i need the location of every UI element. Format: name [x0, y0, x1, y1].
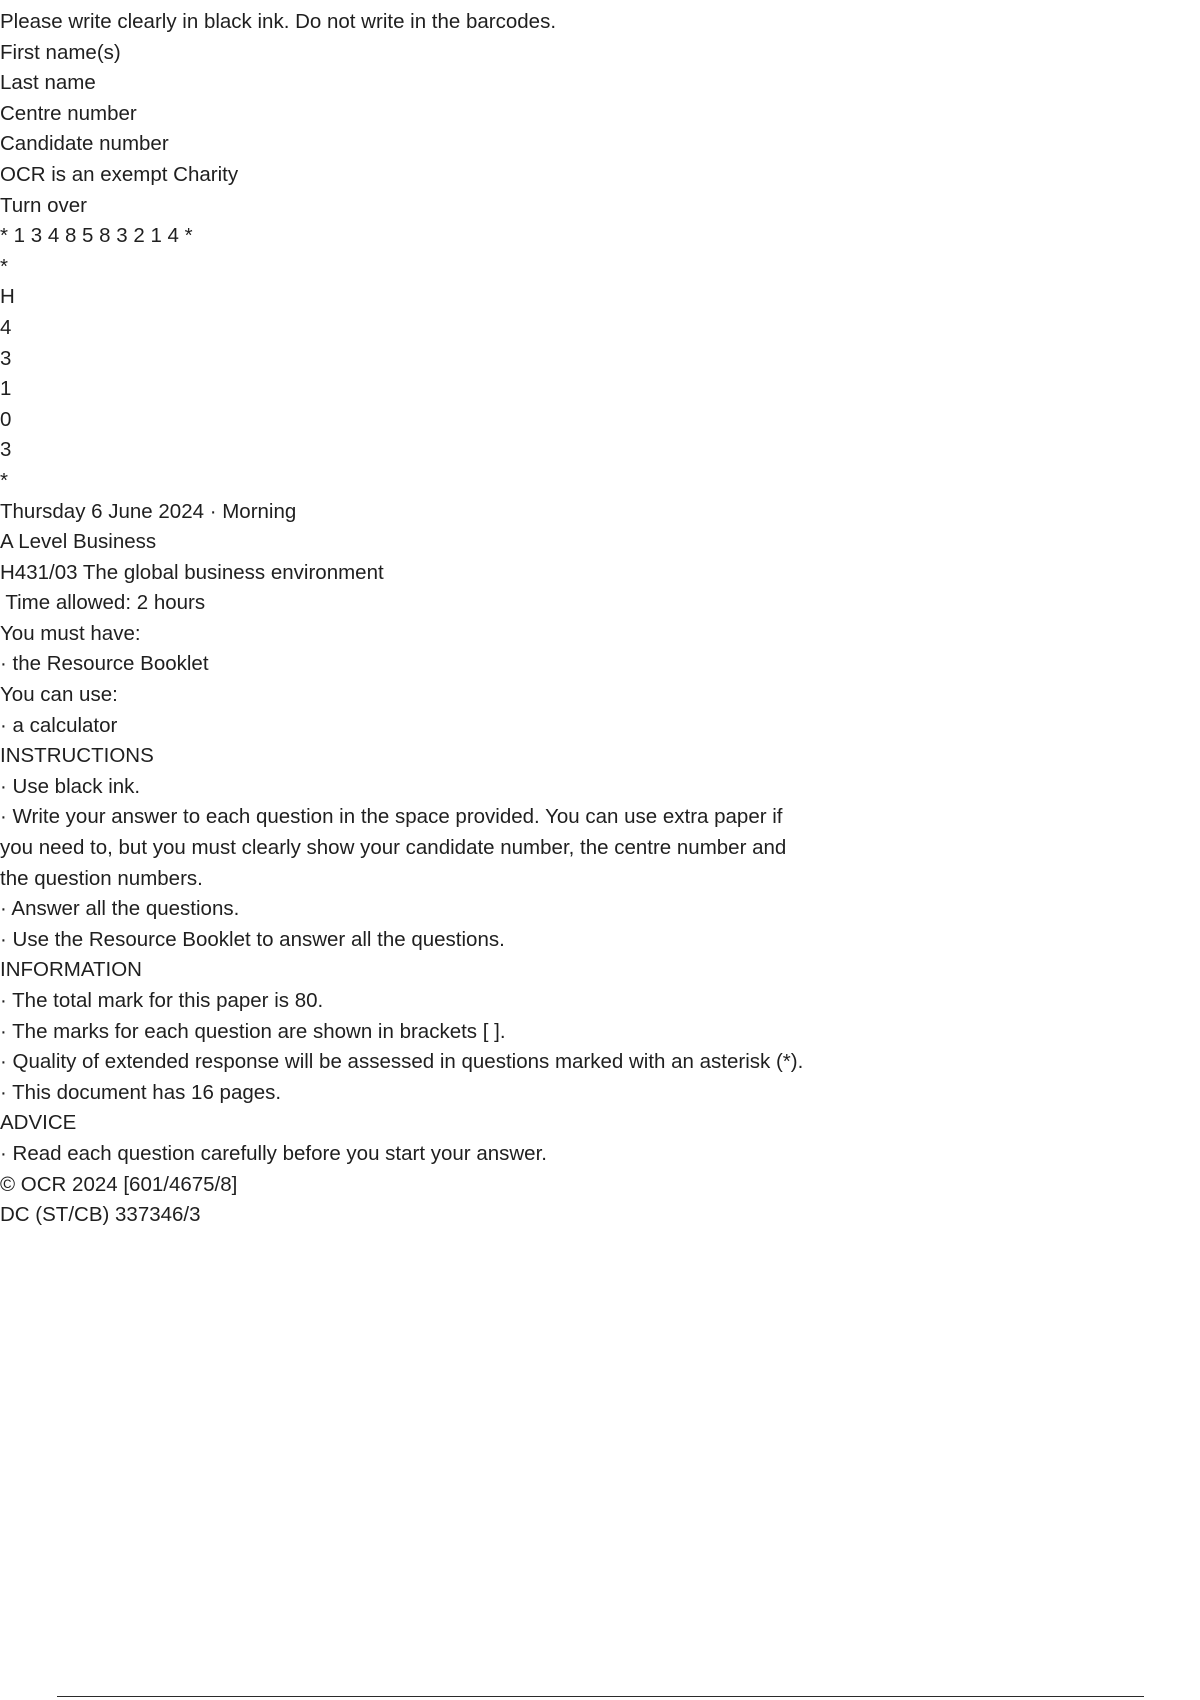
barcode-char: 3	[0, 346, 12, 370]
information-heading: INFORMATION	[0, 958, 142, 982]
instruction-item-continued: you need to, but you must clearly show your candidate number, the centre number and	[0, 836, 787, 860]
charity-notice: OCR is an exempt Charity	[0, 162, 239, 186]
instruction-item-continued: the question numbers.	[0, 866, 203, 890]
instruction-write-clearly: Please write clearly in black ink. Do not write in the barcodes.	[0, 10, 557, 33]
exam-cover-text	[0, 7, 1200, 1231]
document-code: DC (ST/CB) 337346/3	[0, 1203, 201, 1227]
barcode-char: 0	[0, 407, 12, 431]
qualification-title: A Level Business	[0, 530, 157, 554]
barcode-char: *	[0, 254, 8, 278]
barcode-char: 1	[0, 377, 12, 401]
time-allowed: Time allowed: 2 hours	[0, 591, 206, 615]
can-use-heading: You can use:	[0, 683, 118, 707]
bottom-rule	[57, 1696, 1144, 1697]
can-use-item: · a calculator	[0, 713, 118, 737]
centre-number-label: Centre number	[0, 101, 137, 125]
paper-title: H431/03 The global business environment	[0, 560, 384, 584]
copyright-notice: © OCR 2024 [601/4675/8]	[0, 1172, 238, 1196]
information-item: · The total mark for this paper is 80.	[0, 989, 324, 1012]
turn-over-label: Turn over	[0, 193, 87, 217]
barcode-char: 3	[0, 438, 12, 462]
candidate-number-label: Candidate number	[0, 132, 169, 156]
instruction-item: · Use the Resource Booklet to answer all the questions.	[0, 927, 505, 951]
exam-date: Thursday 6 June 2024 · Morning	[0, 499, 297, 523]
barcode-char: 4	[0, 315, 12, 339]
instructions-heading: INSTRUCTIONS	[0, 744, 154, 768]
barcode-char: H	[0, 285, 15, 309]
must-have-item: · the Resource Booklet	[0, 652, 209, 676]
barcode-char: *	[0, 468, 8, 492]
information-item: · This document has 16 pages.	[0, 1080, 282, 1104]
last-name-label: Last name	[0, 71, 96, 95]
must-have-heading: You must have:	[0, 621, 141, 645]
advice-item: · Read each question carefully before you start your answer.	[0, 1141, 547, 1165]
instruction-item: · Use black ink.	[0, 774, 141, 798]
information-item: · Quality of extended response will be assessed in questions marked with an asterisk (*).	[0, 1050, 804, 1074]
first-names-label: First name(s)	[0, 40, 121, 64]
information-item: · The marks for each question are shown in brackets [ ].	[0, 1019, 506, 1043]
advice-heading: ADVICE	[0, 1111, 77, 1135]
instruction-item: · Answer all the questions.	[0, 897, 240, 921]
instruction-item: · Write your answer to each question in the space provided. You can use extra paper if	[0, 805, 783, 829]
barcode-number: * 1 3 4 8 5 8 3 2 1 4 *	[0, 224, 193, 248]
